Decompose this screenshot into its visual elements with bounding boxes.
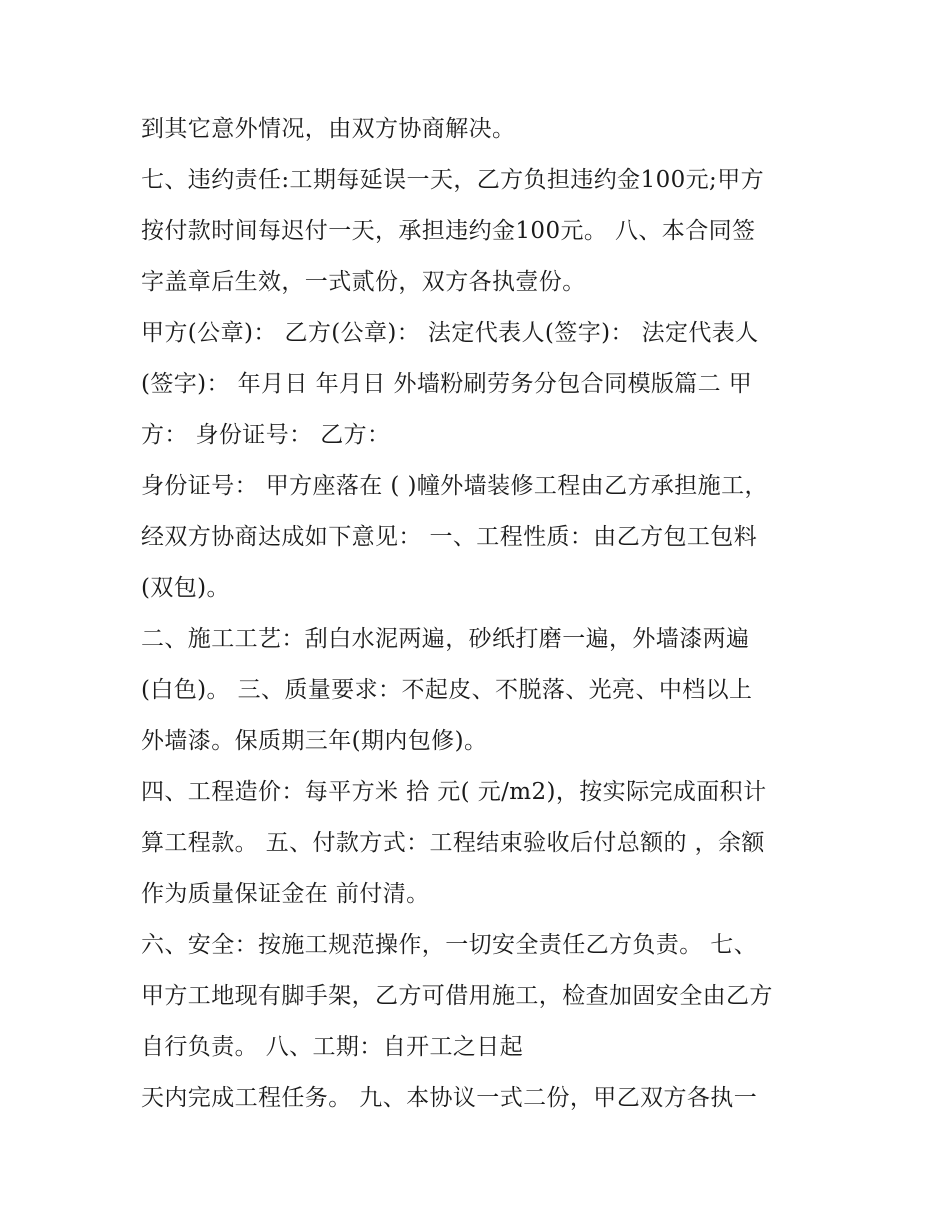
text-line: 算工程款。 五、付款方式：工程结束验收后付总额的 ，余额 xyxy=(141,830,765,856)
text-line: 甲方(公章)： 乙方(公章)： 法定代表人(签字)： 法定代表人 xyxy=(141,320,759,346)
text-line: 七、违约责任:工期每延误一天，乙方负担违约金100元;甲方 xyxy=(141,167,764,193)
text-line: 字盖章后生效，一式贰份，双方各执壹份。 xyxy=(141,269,586,295)
text-line: 作为质量保证金在 前付清。 xyxy=(141,881,430,907)
text-line: 四、工程造价：每平方米 拾 元( 元/m2)，按实际完成面积计 xyxy=(141,779,767,805)
text-line: 二、施工工艺：刮白水泥两遍，砂纸打磨一遍，外墙漆两遍 xyxy=(141,626,750,652)
text-line: 经双方协商达成如下意见： 一、工程性质：由乙方包工包料 xyxy=(141,524,758,550)
text-line: 天内完成工程任务。 九、本协议一式二份，甲乙双方各执一 xyxy=(141,1085,758,1111)
text-line: 到其它意外情况，由双方协商解决。 xyxy=(141,116,516,142)
text-line: 按付款时间每迟付一天，承担违约金100元。 八、本合同签 xyxy=(141,218,756,244)
text-line: 身份证号： 甲方座落在 ( )幢外墙装修工程由乙方承担施工， xyxy=(141,473,768,499)
text-line: 甲方工地现有脚手架，乙方可借用施工，检查加固安全由乙方 xyxy=(141,983,773,1009)
text-line: 六、安全：按施工规范操作，一切安全责任乙方负责。 七、 xyxy=(141,932,758,958)
text-line: (白色)。 三、质量要求：不起皮、不脱落、光亮、中档以上 xyxy=(141,677,753,703)
text-line: (双包)。 xyxy=(141,575,230,601)
text-line: 自行负责。 八、工期：自开工之日起 xyxy=(141,1034,524,1060)
text-line: (签字)： 年月日 年月日 外墙粉刷劳务分包合同模版篇二 甲 xyxy=(141,371,753,397)
text-line: 方： 身份证号： 乙方： xyxy=(141,422,391,448)
text-line: 外墙漆。保质期三年(期内包修)。 xyxy=(141,728,488,754)
